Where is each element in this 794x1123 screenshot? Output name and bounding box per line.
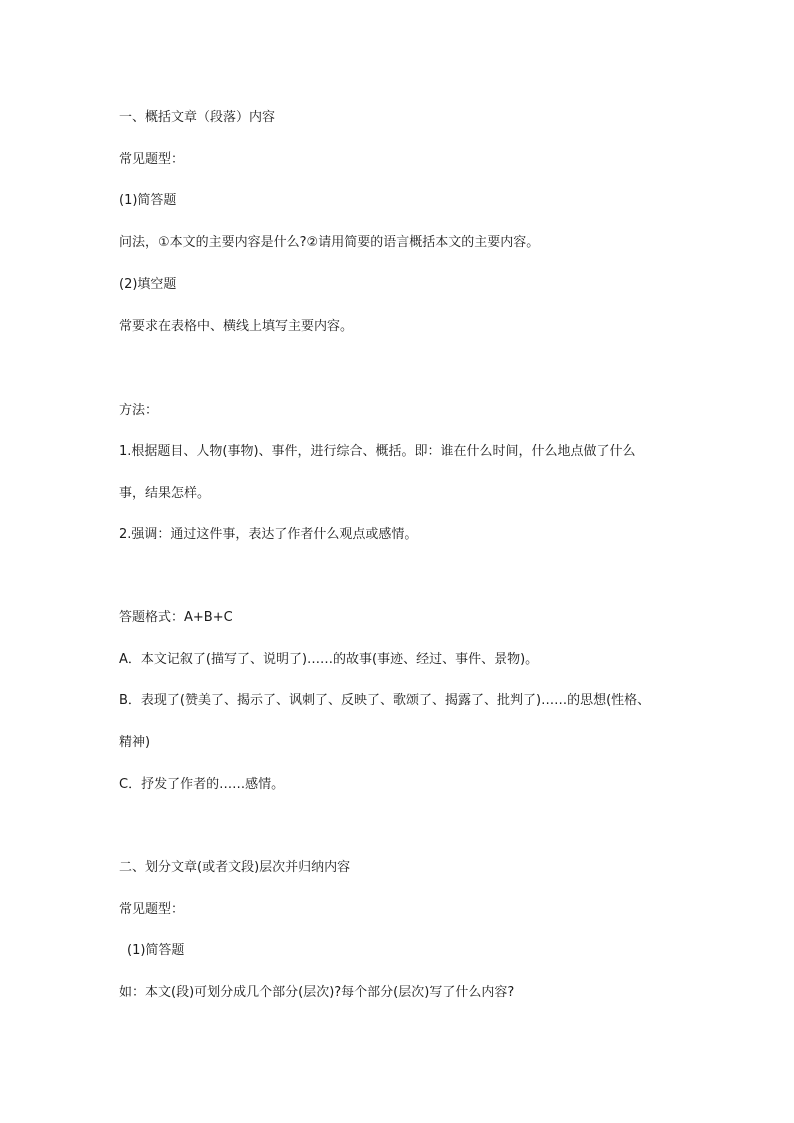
paragraph-line: 如：本文(段)可划分成几个部分(层次)?每个部分(层次)写了什么内容? <box>119 985 515 1000</box>
section-heading-2: 二、划分文章(或者文段)层次并归纳内容 <box>119 860 351 875</box>
answer-format-label: 答题格式：A+B+C <box>119 610 233 625</box>
paragraph-line: 问法，①本文的主要内容是什么?②请用简要的语言概括本文的主要内容。 <box>119 235 540 250</box>
method-label: 方法： <box>119 403 159 418</box>
answer-format-c: C．抒发了作者的……感情。 <box>119 777 285 792</box>
answer-format-b: B．表现了(赞美了、揭示了、讽刺了、反映了、歌颂了、揭露了、批判了)……的思想(性格、 <box>119 693 651 708</box>
answer-format-b-continued: 精神) <box>119 735 151 750</box>
subheading-short-answer: (1)简答题 <box>119 193 177 208</box>
paragraph-line: 常要求在表格中、横线上填写主要内容。 <box>119 319 354 334</box>
method-item-1-continued: 事，结果怎样。 <box>119 486 211 501</box>
subheading-fill-blank: (2)填空题 <box>119 277 177 292</box>
question-type-label: 常见题型： <box>119 902 185 917</box>
question-type-label: 常见题型： <box>119 152 185 167</box>
answer-format-a: A．本文记叙了(描写了、说明了)……的故事(事迹、经过、事件、景物)。 <box>119 652 539 667</box>
section-heading-1: 一、概括文章（段落）内容 <box>119 110 276 125</box>
method-item-1: 1.根据题目、人物(事物)、事件，进行综合、概括。即：谁在什么时间，什么地点做了什么 <box>119 444 636 459</box>
method-item-2: 2.强调：通过这件事，表达了作者什么观点或感情。 <box>119 527 418 542</box>
subheading-short-answer: (1)简答题 <box>127 943 185 958</box>
